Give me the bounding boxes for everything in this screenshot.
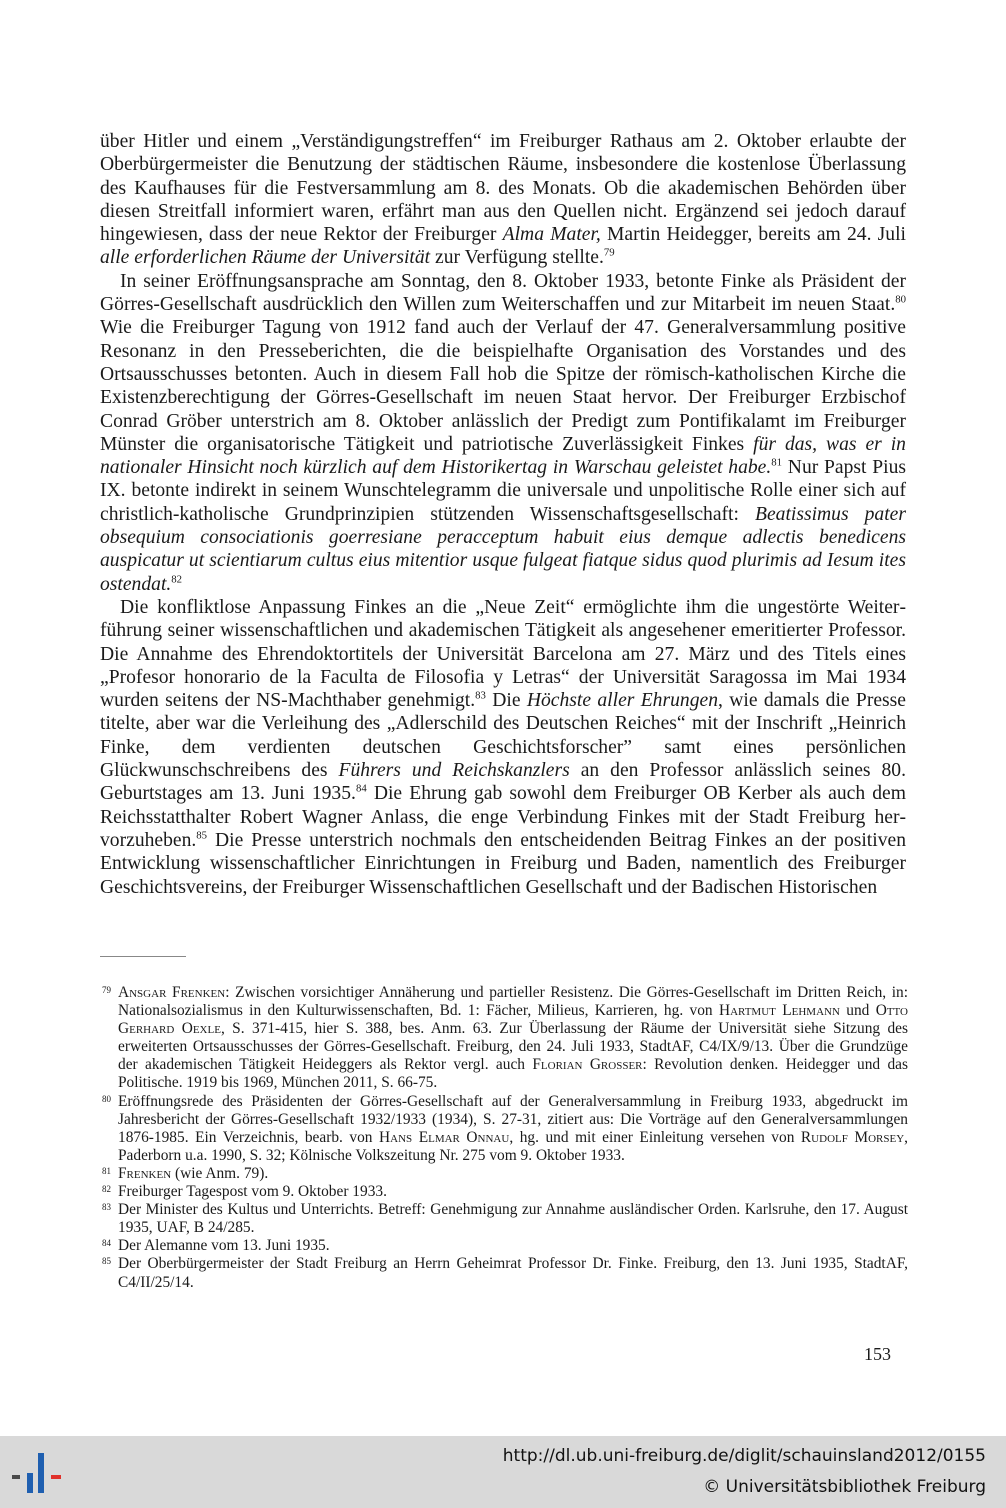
paragraph-3: Die konfliktlose Anpassung Finkes an die „Neue Zeit“ ermöglichte ihm die ungestörte Weiterführung seiner wissenschaftlichen und akademischen Tätigkeit als angesehener emeritierter Professor. Die Annahme des Ehrendoktortitels der Universität Barcelona am 27. März und des Titels eines „Profesor honorario de la Faculta de Filosofia y Letras“ der Universität Saragossa im Mai 1934 wurden seitens der NS-Machthaber genehmigt.$^{83}$ Die Höchste aller Ehrungen, wie damals die Presse titelte, aber war die Verleihung des „Adlerschild des Deutschen Reiches“ mit der Inschrift „Heinrich Finke, dem verdienten deutschen Geschichtsforscher” samt eines persönlichen Glückwunschschreibens des Führers und Reichskanzlers an den Professor anlässlich seines 80. Geburtstages am 13. Juni 1935.84 Die Ehrung gab sowohl dem Freiburger OB Kerber als auch dem Reichsstatthalter Robert Wagner Anlass, die enge Verbindung Finkes mit der Stadt Freiburg hervorzuheben.$^{85}$ Die Presse unterstrich nochmals den entscheidenden Beitrag Finkes an der positiven Entwicklung wissenschaftlicher Einrichtungen in Freiburg und Baden, namentlich des Freiburger Geschichtsvereins, der Freiburger Wissenschaftlichen Gesellschaft und der Badischen Historischen [100,596,906,898]
footnote-ref-81[interactable]: 81 [771,456,783,469]
footnote-ref-83[interactable]: 83 [475,689,486,702]
paragraph-1: über Hitler und einem „Verständigungstreffen“ im Freiburger Rathaus am 2. Oktober erlaubte der Oberbürgermeister die Benutzung der städtischen Räume, insbesondere die kostenlose Überlassung des Kaufhauses für die Festversammlung am 8. des Monats. Ob die akademischen Behörden über diesen Streitfall informiert waren, erfährt man aus den Quellen nicht. Ergänzend sei jedoch darauf hingewiesen, dass der neue Rektor der Freiburger Alma Mater, Martin Heidegger, bereits am 24. Juli alle erforderlichen Räume der Universität zur Verfügung stellte.$^{79}$ [100,131,906,269]
footnote-81: 81 Frenken (wie Anm. 79). [102,1164,269,1182]
footnote-83: 83 Der Minister des Kultus und Unterrichts. Betreff: Genehmigung zur Annahme ausländischer Orden. Karlsruhe, den 17. August 1935, UAF, B 24/285. [102,1201,908,1237]
footnote-80: 80 Eröffnungsrede des Präsidenten der Görres-Gesellschaft auf der Generalversammlung in Freiburg 1933, abgedruckt im Jahresbericht der Görres-Gesellschaft 1932/1933 (1934), S. 27-31, zitiert aus: Die Vorträge auf den Generalversammlungen 1876-1985. Ein Verzeichnis, bearb. von Hans Elmar Onnau, hg. und mit einer Einleitung versehen von Rudolf Morsey, Paderborn u.a. 1990, S. 32; Kölnische Volkszeitung Nr. 275 vom 9. Oktober 1933. [102,1092,908,1164]
footnote-ref-85[interactable]: 85 [196,829,208,842]
footer-url-link[interactable]: http://dl.ub.uni-freiburg.de/diglit/schauinsland2012/0155 [502,1446,986,1466]
footnote-divider [100,956,186,957]
footnote-ref-84[interactable]: 84 [355,782,367,795]
footnote-ref-80[interactable]: 80 [895,293,906,306]
footnote-84: 84 Der Alemanne vom 13. Juni 1935. [102,1237,330,1255]
footnote-85: 85 Der Oberbürgermeister der Stadt Freiburg an Herrn Geheimrat Professor Dr. Finke. Freiburg, den 13. Juni 1935, StadtAF, C4/II/25/14. [102,1255,908,1291]
ub-freiburg-logo-icon [10,1446,64,1500]
viewer-footer [0,1436,1006,1508]
footnote-79: 79 Ansgar Frenken: Zwischen vorsichtiger Annäherung und partieller Resistenz. Die Görres-Gesellschaft im Dritten Reich, in: Nationalsozialismus in den Kulturwissenschaften, Bd. 1: Fächer, Milieus, Karrieren, hg. von Hartmut Lehmann und Otto Gerhard Oexle, S. 371-415, hier S. 388, bes. Anm. 63. Zur Überlassung der Räume der Universität siehe Sitzung des erweiterten Ortsausschusses der Görres-Gesellschaft. Freiburg, den 24. Juli 1933, StadtAF, C4/IX/9/13. Über die Grundzüge der akademischen Tätigkeit Heideggers als Rektor vergl. auch Florian Grosser: Revolution denken. Heidegger und das Politische. 1919 bis 1969, München 2011, S. 66-75. [102,984,909,1092]
footnote-ref-82[interactable]: 82 [171,573,183,586]
footnotes [100,984,908,1292]
paragraph-2: In seiner Eröffnungsansprache am Sonntag, den 8. Oktober 1933, betonte Finke als Präsident der Görres-Gesellschaft ausdrücklich den Willen zum Weiterschaffen und zur Mitarbeit im neuen Staat.$^{80}$ Wie die Freiburger Tagung von 1912 fand auch der Verlauf der 47. Generalversammlung positive Resonanz in den Presseberichten, die die beispielhafte Organisation des Vorstandes und des Ortsausschusses betonten. Auch in diesem Fall hob die Spitze der römisch-katholischen Kirche die Existenzberechtigung der Görres-Gesellschaft im neuen Staat hervor. Der Freiburger Erzbischof Conrad Gröber unterstrich am 8. Oktober anlässlich der Predigt zum Pontifikalamt im Freiburger Münster die organisatorische Tätigkeit und patriotische Zuverlässigkeit Finkes für das, was er in nationaler Hinsicht noch kürzlich auf dem Historikertag in Warschau geleistet habe.$^{81}$ Nur Papst Pius IX. betonte indirekt in seinem Wunschtelegramm die universale und unpolitische Rolle einer sich auf christlich-katholische Grundprinzipien stützenden Wissenschaftsgesellschaft: Beatissimus pater obsequium consociationis goerresiane peracceptum habuit eius demque adlectis benedicens auspicatur ut scientiarum cultus eius mitentior usque fulgeat fiatque sidus quod plurimis ad Iesum ites ostendat.$^{82}$ [100,270,906,595]
footer-copyright: © Universitätsbibliothek Freiburg [703,1477,986,1497]
footnote-ref-79[interactable]: 79 [603,246,615,259]
page-number: 153 [864,1344,891,1364]
body-text [100,130,906,899]
footnote-82: 82 Freiburger Tagespost vom 9. Oktober 1933. [102,1183,387,1201]
